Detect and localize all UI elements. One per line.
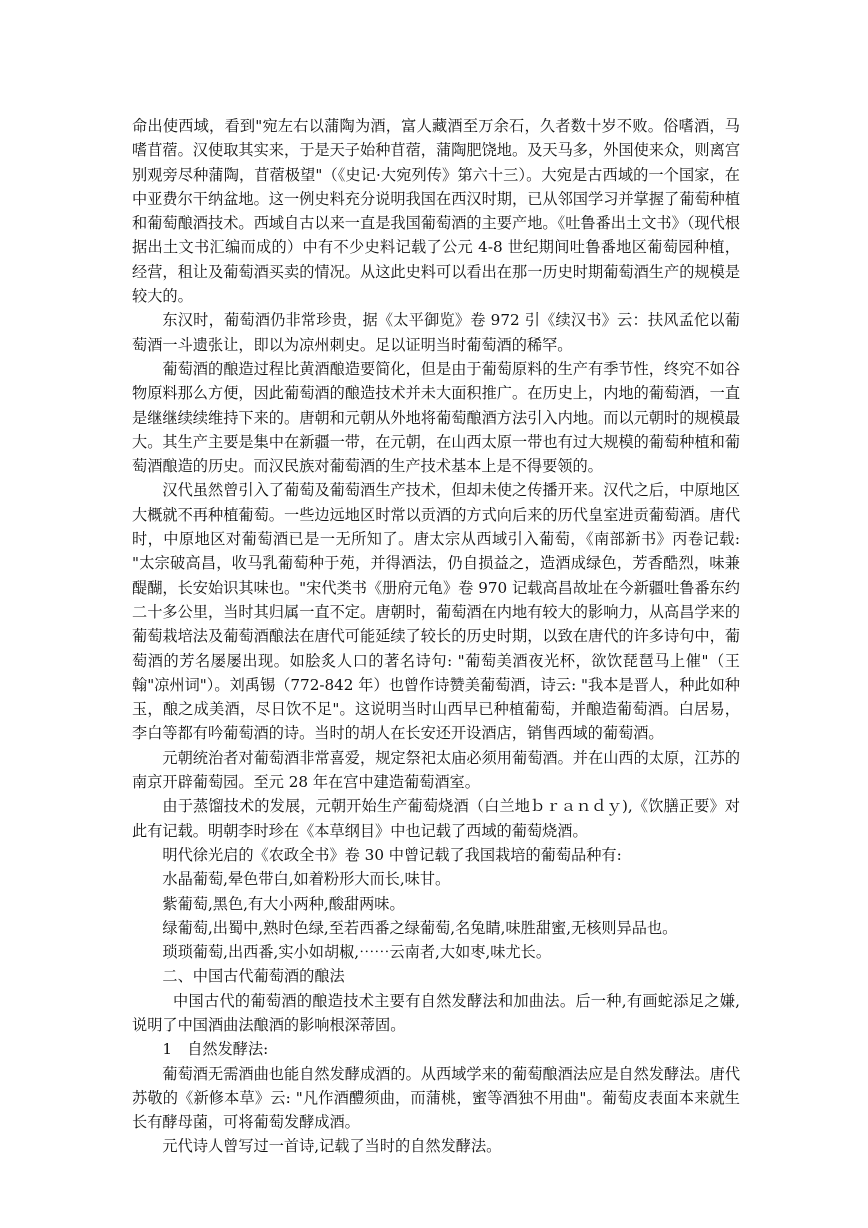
grape-variety-4: 琐琐葡萄,出西番,实小如胡椒,⋯⋯云南者,大如枣,味尤长。 bbox=[162, 943, 552, 962]
paragraph-9: 葡萄酒无需酒曲也能自然发酵成酒的。从西域学来的葡萄酿酒法应是自然发酵法。唐代苏敬的《新修本草》云: "凡作酒醴须曲，而蒲桃，蜜等酒独不用曲"。葡萄皮表面本来就生长有酵母菌，可将葡萄发酵成酒。 bbox=[132, 1064, 740, 1132]
paragraph-3: 葡萄酒的酿造过程比黄酒酿造要简化，但是由于葡萄原料的生产有季节性，终究不如谷物原料那么方便，因此葡萄酒的酿造技术并未大面积推广。在历史上，内地的葡萄酒，一直是继继续续维持下来的。唐朝和元朝从外地将葡萄酿酒方法引入内地。而以元朝时的规模最大。其生产主要是集中在新疆一带，在元朝，在山西太原一带也有过大规模的葡萄种植和葡萄酒酿造的历史。而汉民族对葡萄酒的生产技术基本上是不得要领的。 bbox=[132, 359, 740, 476]
paragraph-6: 由于蒸馏技术的发展，元朝开始生产葡萄烧酒（白兰地ｂｒａｎｄｙ),《饮膳正要》对此有记载。明朝李时珍在《本草纲目》中也记载了西域的葡萄烧酒。 bbox=[132, 797, 740, 840]
subsection-heading: 1 自然发酵法: bbox=[162, 1040, 269, 1059]
paragraph-2: 东汉时，葡萄酒仍非常珍贵，据《太平御览》卷 972 引《续汉书》云：扶风孟佗以葡萄酒一斗遗张让，即以为凉州刺史。足以证明当时葡萄酒的稀罕。 bbox=[132, 311, 740, 354]
paragraph-7: 明代徐光启的《农政全书》卷 30 中曾记载了我国栽培的葡萄品种有: bbox=[162, 845, 622, 864]
document-body bbox=[132, 114, 740, 1159]
grape-variety-2: 紫葡萄,黑色,有大小两种,酸甜两味。 bbox=[162, 894, 405, 913]
grape-variety-1: 水晶葡萄,晕色带白,如着粉形大而长,味甘。 bbox=[162, 870, 451, 889]
paragraph-8: 中国古代的葡萄酒的酿造技术主要有自然发酵法和加曲法。后一种,有画蛇添足之嫌,说明了中国酒曲法酿酒的影响根深蒂固。 bbox=[132, 991, 740, 1034]
paragraph-4: 汉代虽然曾引入了葡萄及葡萄酒生产技术，但却未使之传播开来。汉代之后，中原地区大概就不再种植葡萄。一些边远地区时常以贡酒的方式向后来的历代皇室进贡葡萄酒。唐代时，中原地区对葡萄酒已是一无所知了。唐太宗从西域引入葡萄，《南部新书》丙卷记载: "太宗破高昌，收马乳葡萄种于苑，并得酒法，仍自损益之，造酒成绿色，芳香酷烈，味兼醍醐，长安始识其味也。"宋代类书《册府元龟》卷 970 记载高昌故址在今新疆吐鲁番东约二十多公里，当时其归属一直不定。唐朝时，葡萄酒在内地有较大的影响力，从高昌学来的葡萄栽培法及葡萄酒酿法在唐代可能延续了较长的历史时期，以致在唐代的许多诗句中，葡萄酒的芳名屡屡出现。如脍炙人口的著名诗句: "葡萄美酒夜光杯，欲饮琵琶马上催"（王翰"凉州词"）。刘禹锡（772-842 年）也曾作诗赞美葡萄酒，诗云: "我本是晋人，种此如种玉，酿之成美酒，尽日饮不足"。这说明当时山西早已种植葡萄，并酿造葡萄酒。白居易，李白等都有吟葡萄酒的诗。当时的胡人在长安还开设酒店，销售西域的葡萄酒。 bbox=[132, 481, 740, 743]
grape-variety-3: 绿葡萄,出蜀中,熟时色绿,至若西番之绿葡萄,名兔睛,味胜甜蜜,无核则异品也。 bbox=[162, 918, 678, 937]
section-heading: 二、中国古代葡萄酒的酿法 bbox=[162, 967, 345, 986]
paragraph-5: 元朝统治者对葡萄酒非常喜爱，规定祭祀太庙必须用葡萄酒。并在山西的太原，江苏的南京开辟葡萄园。至元 28 年在宫中建造葡萄酒室。 bbox=[132, 748, 740, 792]
paragraph-1: 命出使西域，看到"宛左右以蒲陶为酒，富人藏酒至万余石，久者数十岁不败。俗嗜酒，马嗜苜蓿。汉使取其实来，于是天子始种苜蓿，蒲陶肥饶地。及天马多，外国使来众，则离宫别观旁尽种蒲陶，苜蓿极望"（《史记·大宛列传》第六十三）。大宛是古西域的一个国家，在中亚费尔干纳盆地。这一例史料充分说明我国在西汉时期，已从邻国学习并掌握了葡萄种植和葡萄酿酒技术。西域自古以来一直是我国葡萄酒的主要产地。《吐鲁番出土文书》（现代根据出土文书汇编而成的）中有不少史料记载了公元 4-8 世纪期间吐鲁番地区葡萄园种植，经营，租让及葡萄酒买卖的情况。从这此史料可以看出在那一历史时期葡萄酒生产的规模是较大的。 bbox=[132, 117, 740, 306]
paragraph-10: 元代诗人曾写过一首诗,记载了当时的自然发酵法。 bbox=[162, 1137, 502, 1156]
